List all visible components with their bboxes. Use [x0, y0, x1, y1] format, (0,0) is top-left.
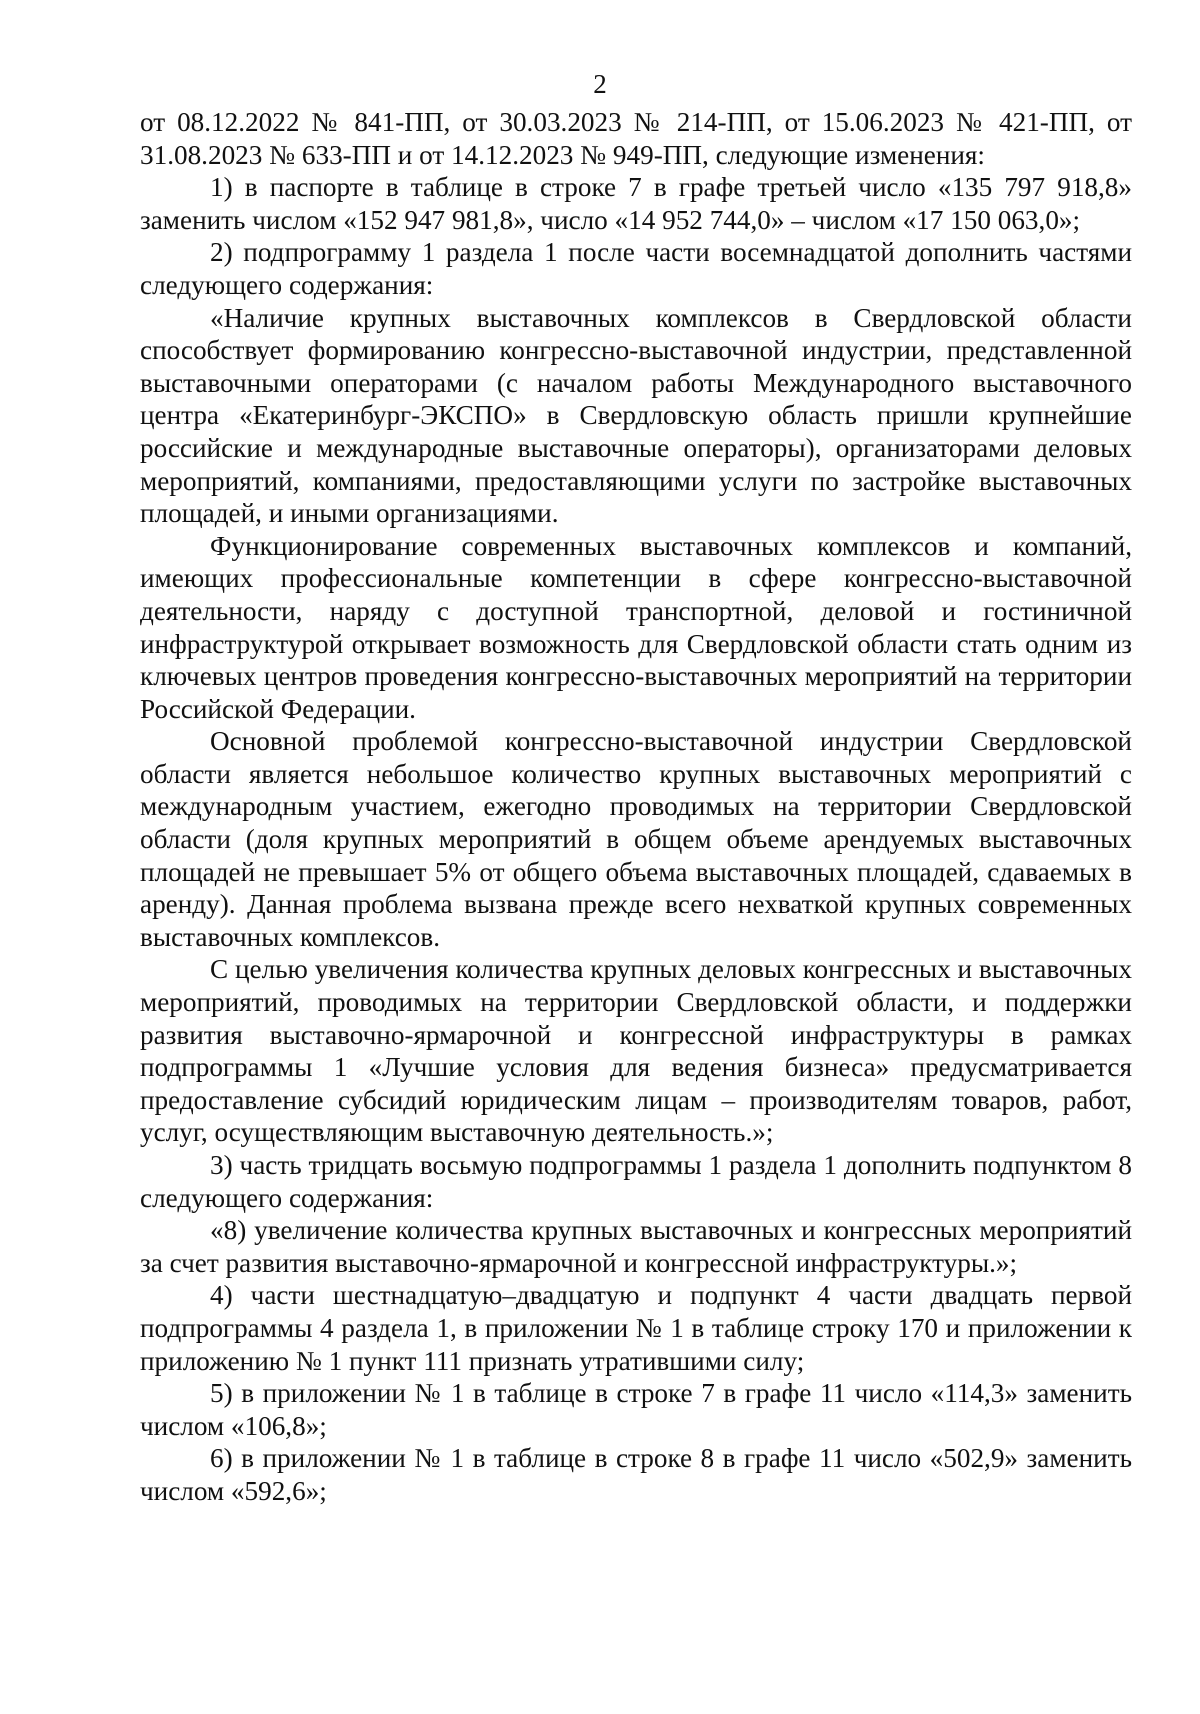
paragraph-quote-subitem-8: «8) увеличение количества крупных выставочных и конгрессных мероприятий за счет развития выставочно-ярмарочной и конгрессной инфраструктуры.»;	[140, 1215, 1132, 1278]
paragraph-quote-exhibition-complexes: «Наличие крупных выставочных комплексов в Свердловской области способствует формированию конгрессно-выставочной индустрии, представленной выставочными операторами (с началом работы Международного выставочного центра «Екатеринбург-ЭКСПО» в Свердловскую область пришли крупнейшие российские и международные выставочные операторы), организаторами деловых мероприятий, компаниями, предоставляющими услуги по застройке выставочных площадей, и иными организациями.	[140, 302, 1132, 529]
document-body	[140, 106, 1132, 1508]
paragraph-item-3: 3) часть тридцать восьмую подпрограммы 1 раздела 1 дополнить подпунктом 8 следующего содержания:	[140, 1150, 1132, 1213]
paragraph-item-4: 4) части шестнадцатую–двадцатую и подпункт 4 части двадцать первой подпрограммы 4 раздела 1, в приложении № 1 в таблице строку 170 и приложении к приложению № 1 пункт 111 признать утратившими силу;	[140, 1280, 1132, 1376]
paragraph-intro: от 08.12.2022 № 841-ПП, от 30.03.2023 № 214-ПП, от 15.06.2023 № 421-ПП, от 31.08.2023 № 633-ПП и от 14.12.2023 № 949-ПП, следующие изменения:	[140, 107, 1132, 170]
paragraph-item-1: 1) в паспорте в таблице в строке 7 в графе третьей число «135 797 918,8» заменить числом «152 947 981,8», число «14 952 744,0» – числом «17 150 063,0»;	[140, 172, 1132, 235]
paragraph-quote-functioning: Функционирование современных выставочных комплексов и компаний, имеющих профессиональные компетенции в сфере конгрессно-выставочной деятельности, наряду с доступной транспортной, деловой и гостиничной инфраструктурой открывает возможность для Свердловской области стать одним из ключевых центров проведения конгрессно-выставочных мероприятий на территории Российской Федерации.	[140, 530, 1132, 724]
paragraph-quote-main-problem: Основной проблемой конгрессно-выставочной индустрии Свердловской области является небольшое количество крупных выставочных мероприятий с международным участием, ежегодно проводимых на территории Свердловской области (доля крупных мероприятий в общем объеме арендуемых выставочных площадей не превышает 5% от общего объема выставочных площадей, сдаваемых в аренду). Данная проблема вызвана прежде всего нехваткой крупных современных выставочных комплексов.	[140, 726, 1132, 952]
page-number: 2	[593, 69, 607, 99]
paragraph-item-5: 5) в приложении № 1 в таблице в строке 7 в графе 11 число «114,3» заменить числом «106,8»;	[140, 1378, 1132, 1441]
paragraph-item-6: 6) в приложении № 1 в таблице в строке 8 в графе 11 число «502,9» заменить числом «592,6»;	[140, 1443, 1132, 1506]
paragraph-item-2: 2) подпрограмму 1 раздела 1 после части восемнадцатой дополнить частями следующего содержания:	[140, 237, 1132, 300]
paragraph-quote-purpose: С целью увеличения количества крупных деловых конгрессных и выставочных мероприятий, проводимых на территории Свердловской области, и поддержки развития выставочно-ярмарочной и конгрессной инфраструктуры в рамках подпрограммы 1 «Лучшие условия для ведения бизнеса» предусматривается предоставление субсидий юридическим лицам – производителям товаров, работ, услуг, осуществляющим выставочную деятельность.»;	[140, 954, 1132, 1148]
